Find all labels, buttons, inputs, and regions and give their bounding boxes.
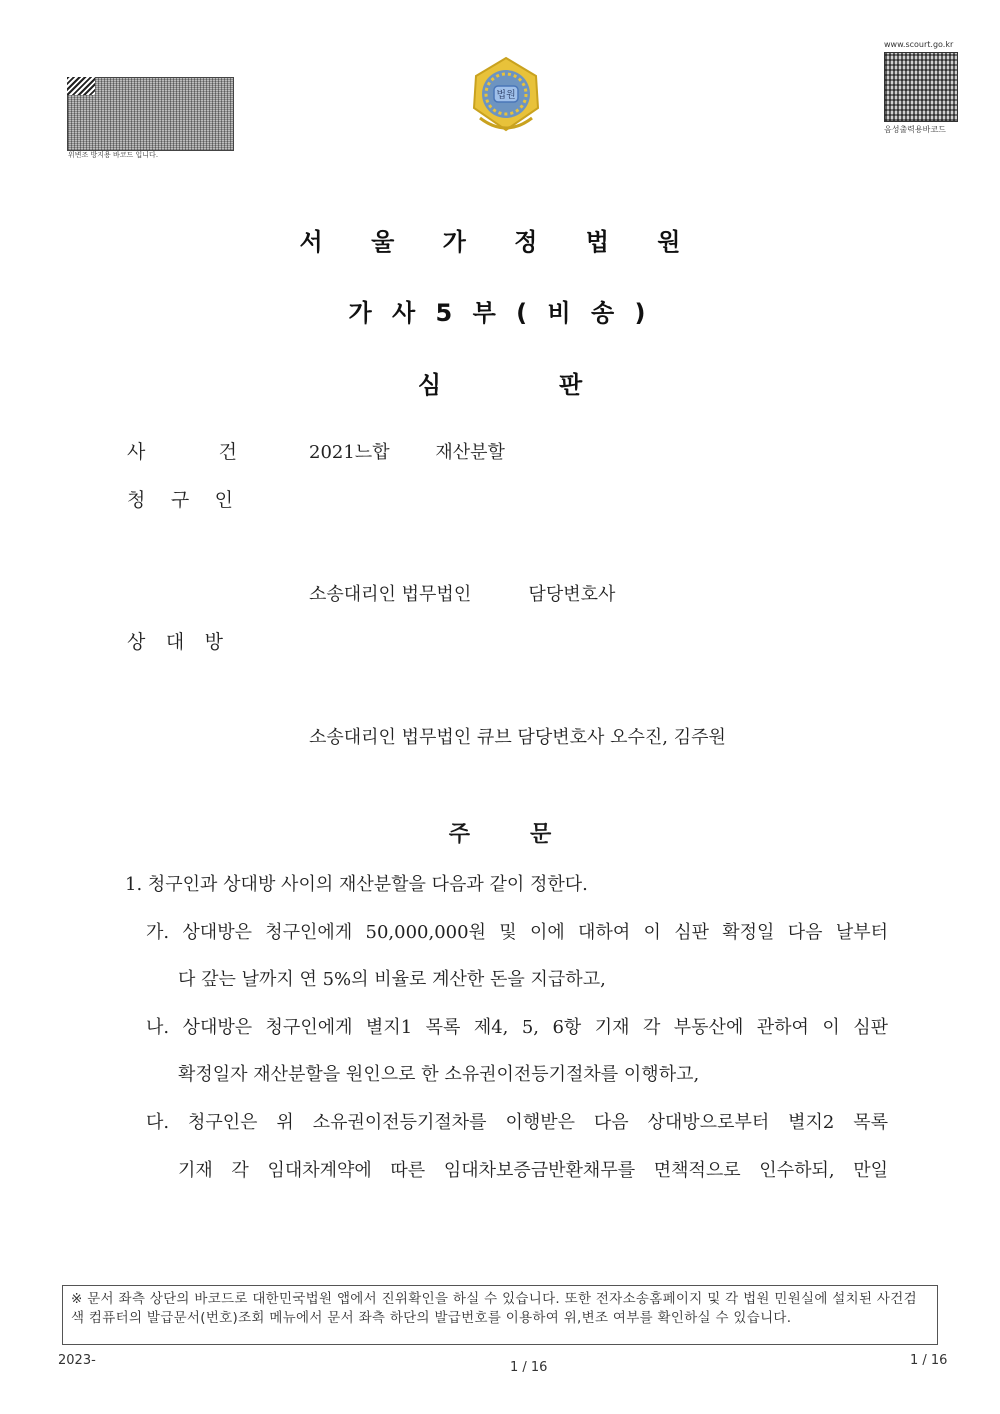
claimant-agent: 소송대리인 법무법인 담당변호사 [309, 584, 616, 605]
emblem-text: 법원 [496, 90, 516, 101]
respondent-label: 상 대 방 [127, 631, 223, 653]
court-emblem-icon [466, 52, 546, 144]
barcode-corner-mark [67, 77, 95, 95]
order-line-7: 기재 각 임대차계약에 따른 임대차보증금반환채무를 면책적으로 인수하되, 만일 [178, 1160, 888, 1181]
order-line-3: 다 갚는 날까지 연 5%의 비율로 계산한 돈을 지급하고, [178, 969, 606, 990]
case-value: 2021느합 재산분할 [309, 442, 505, 463]
respondent-agent: 소송대리인 법무법인 큐브 담당변호사 오수진, 김주원 [309, 727, 726, 748]
voice-output-barcode [884, 52, 958, 122]
qr-caption: 음성출력용바코드 [884, 125, 946, 134]
page-number-center: 1 / 16 [510, 1360, 548, 1375]
order-heading [0, 817, 1000, 848]
order-line-6: 다. 청구인은 위 소유권이전등기절차를 이행받은 다음 상대방으로부터 별지2 목록 [146, 1112, 888, 1133]
document-type [0, 365, 1000, 400]
order-line-1: 1. 청구인과 상대방 사이의 재산분할을 다음과 같이 정한다. [125, 874, 588, 895]
page-number-right: 1 / 16 [910, 1353, 948, 1368]
order-line-2: 가. 상대방은 청구인에게 50,000,000원 및 이에 대하여 이 심판 확정일 다음 날부터 [146, 922, 888, 943]
order-heading-char-1: 주 [448, 822, 470, 847]
order-line-4: 나. 상대방은 청구인에게 별지1 목록 제4, 5, 6항 기재 각 부동산에 관하여 이 심판 [146, 1017, 888, 1038]
issue-number: 2023- [58, 1353, 96, 1368]
claimant-label: 청 구 인 [127, 489, 233, 511]
case-label: 사 건 [127, 441, 237, 463]
qr-url: www.scourt.go.kr [884, 40, 954, 49]
barcode-caption: 위변조 방지용 바코드 입니다. [68, 151, 159, 159]
authenticity-notice: ※ 문서 좌측 상단의 바코드로 대한민국법원 앱에서 진위확인을 하실 수 있습니다. 또한 전자소송홈페이지 및 각 법원 민원실에 설치된 사건검색 컴퓨터의 발급문서(번호)조회 메뉴에서 문서 좌측 하단의 발급번호를 이용하여 위,변조 여부를 확인하실 수 있습니다. [62, 1285, 938, 1345]
doc-type-char-2: 판 [559, 371, 583, 399]
order-line-5: 확정일자 재산분할을 원인으로 한 소유권이전등기절차를 이행하고, [178, 1064, 700, 1085]
division-name: 가 사 5 부 ( 비 송 ) [348, 299, 652, 327]
court-name: 서 울 가 정 법 원 [299, 228, 701, 256]
doc-type-char-1: 심 [417, 371, 441, 399]
order-heading-char-2: 문 [530, 822, 552, 847]
